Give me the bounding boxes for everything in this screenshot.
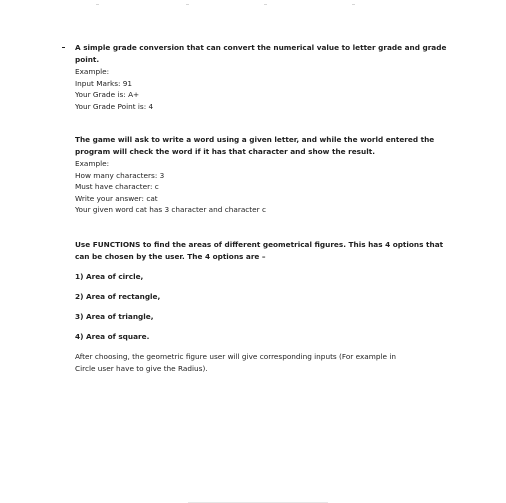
section1-example-label: Example: <box>75 67 110 76</box>
section-grade-conversion <box>75 42 475 112</box>
section2-write-answer: Write your answer: cat <box>75 193 158 203</box>
section2-heading-line1: The game will ask to write a word using a given letter, and while the world entered the <box>75 135 435 144</box>
section1-heading-line2: point. <box>75 55 100 64</box>
section-geometry-functions <box>75 239 475 374</box>
section3-heading-line2: can be chosen by the user. The 4 options are – <box>75 252 266 261</box>
option-item: 2) Area of rectangle, <box>75 292 161 301</box>
section2-how-many: How many characters: 3 <box>75 170 165 180</box>
page-top-marks <box>0 4 506 7</box>
section1-your-grade: Your Grade is: A+ <box>75 90 140 99</box>
section-word-game <box>75 134 475 216</box>
section1-heading-line1: A simple grade conversion that can convert the numerical value to letter grade and grade <box>75 43 447 52</box>
option-item: 4) Area of square. <box>75 332 150 341</box>
section2-example-label: Example: <box>75 159 110 168</box>
section3-after-line1: After choosing, the geometric figure user will give corresponding inputs (For example in <box>75 352 396 361</box>
section3-heading-line1: Use FUNCTIONS to find the areas of different geometrical figures. This has 4 options that <box>75 240 444 249</box>
bullet-marker <box>62 47 65 48</box>
option-item: 1) Area of circle, <box>75 272 144 281</box>
section3-after-line2: Circle user have to give the Radius). <box>75 363 208 373</box>
section2-must-have: Must have character: c <box>75 182 159 191</box>
section2-result: Your given word cat has 3 character and character c <box>75 205 266 214</box>
section1-grade-point: Your Grade Point is: 4 <box>75 101 154 111</box>
section1-input-marks: Input Marks: 91 <box>75 78 133 88</box>
section2-heading-line2: program will check the word if it has that character and show the result. <box>75 147 375 156</box>
option-item: 3) Area of triangle, <box>75 312 154 321</box>
